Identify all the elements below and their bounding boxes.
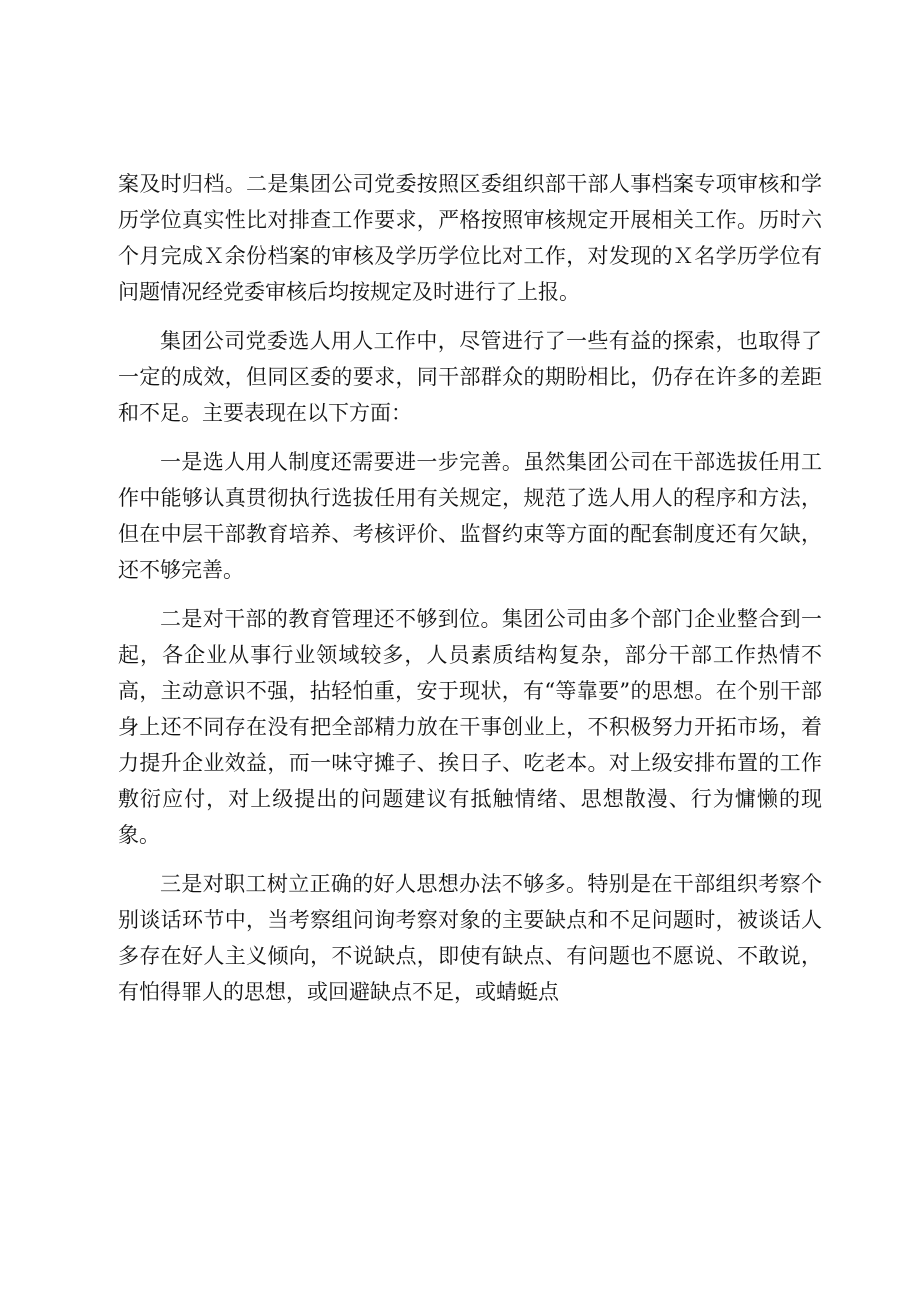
document-body bbox=[118, 166, 822, 1010]
paragraph-continuation: 案及时归档。二是集团公司党委按照区委组织部干部人事档案专项审核和学历学位真实性比对排查工作要求，严格按照审核规定开展相关工作。历时六个月完成Ｘ余份档案的审核及学历学位比对工作，对发现的Ｘ名学历学位有问题情况经党委审核后均按规定及时进行了上报。 bbox=[118, 172, 822, 304]
paragraph-issue-two: 二是对干部的教育管理还不够到位。集团公司由多个部门企业整合到一起，各企业从事行业领域较多，人员素质结构复杂，部分干部工作热情不高，主动意识不强，拈轻怕重，安于现状，有“等靠要”的思想。在个别干部身上还不同存在没有把全部精力放在干事创业上，不积极努力开拓市场，着力提升企业效益，而一味守摊子、挨日子、吃老本。对上级安排布置的工作敷衍应付，对上级提出的问题建议有抵触情绪、思想散漫、行为慵懒的现象。 bbox=[118, 607, 822, 847]
paragraph-summary: 集团公司党委选人用人工作中，尽管进行了一些有益的探索，也取得了一定的成效，但同区委的要求，同干部群众的期盼相比，仍存在许多的差距和不足。主要表现在以下方面： bbox=[118, 329, 822, 425]
paragraph-issue-one: 一是选人用人制度还需要进一步完善。虽然集团公司在干部选拔任用工作中能够认真贯彻执行选拔任用有关规定，规范了选人用人的程序和方法，但在中层干部教育培养、考核评价、监督约束等方面的配套制度还有欠缺，还不够完善。 bbox=[118, 450, 822, 582]
paragraph-issue-three: 三是对职工树立正确的好人思想办法不够多。特别是在干部组织考察个别谈话环节中，当考察组问询考察对象的主要缺点和不足问题时，被谈话人多存在好人主义倾向，不说缺点，即使有缺点、有问题也不愿说、不敢说，有怕得罪人的思想，或回避缺点不足，或蜻蜓点 bbox=[118, 872, 822, 1004]
